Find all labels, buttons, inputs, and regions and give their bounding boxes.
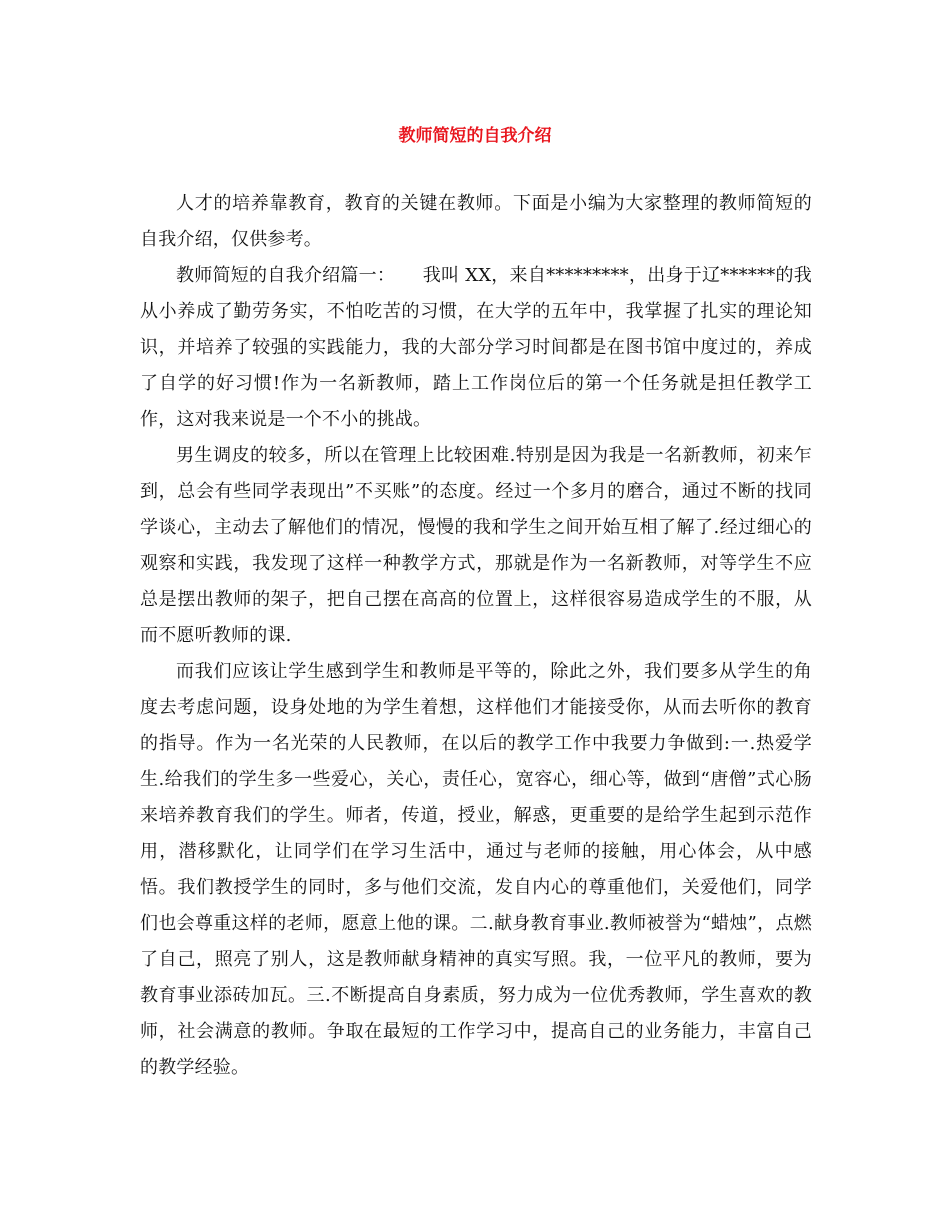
document-title: 教师简短的自我介绍	[398, 126, 552, 146]
paragraph-teaching-goals: 而我们应该让学生感到学生和教师是平等的，除此之外，我们要多从学生的角度去考虑问题，设身处地的为学生着想，这样他们才能接受你，从而去听你的教育的指导。作为一名光荣的人民教师，在以后的教学工作中我要力争做到:一.热爱学生.给我们的学生多一些爱心，关心，责任心，宽容心，细心等，做到“唐僧”式心肠来培养教育我们的学生。师者，传道，授业，解惑，更重要的是给学生起到示范作用，潜移默化，让同学们在学习生活中，通过与老师的接触，用心体会，从中感悟。我们教授学生的同时，多与他们交流，发自内心的尊重他们，关爱他们，同学们也会尊重这样的老师，愿意上他的课。二.献身教育事业.教师被誉为“蜡烛”，点燃了自己，照亮了别人，这是教师献身精神的真实写照。我，一位平凡的教师，要为教育事业添砖加瓦。三.不断提高自身素质，努力成为一位优秀教师，学生喜欢的教师，社会满意的教师。争取在最短的工作学习中，提高自己的业务能力，丰富自己的教学经验。	[140, 661, 812, 1078]
paragraph-classroom-management: 男生调皮的较多，所以在管理上比较困难.特别是因为我是一名新教师，初来乍到，总会有些同学表现出”不买账”的态度。经过一个多月的磨合，通过不断的找同学谈心，主动去了解他们的情况，慢慢的我和学生之间开始互相了解了.经过细心的观察和实践，我发现了这样一种教学方式，那就是作为一名新教师，对等学生不应总是摆出教师的架子，把自己摆在高高的位置上，这样很容易造成学生的不服，从而不愿听教师的课.	[140, 445, 812, 646]
document-body	[140, 186, 812, 1086]
paragraph-self-intro-one: 教师简短的自我介绍篇一： 我叫 XX，来自*********，出身于辽******的我从小养成了勤劳务实，不怕吃苦的习惯，在大学的五年中，我掌握了扎实的理论知识，并培养了较强的实践能力，我的大部分学习时间都是在图书馆中度过的，养成了自学的好习惯!作为一名新教师，踏上工作岗位后的第一个任务就是担任教学工作，这对我来说是一个不小的挑战。	[140, 265, 812, 430]
paragraph-intro: 人才的培养靠教育，教育的关键在教师。下面是小编为大家整理的教师简短的自我介绍，仅供参考。	[140, 193, 812, 250]
